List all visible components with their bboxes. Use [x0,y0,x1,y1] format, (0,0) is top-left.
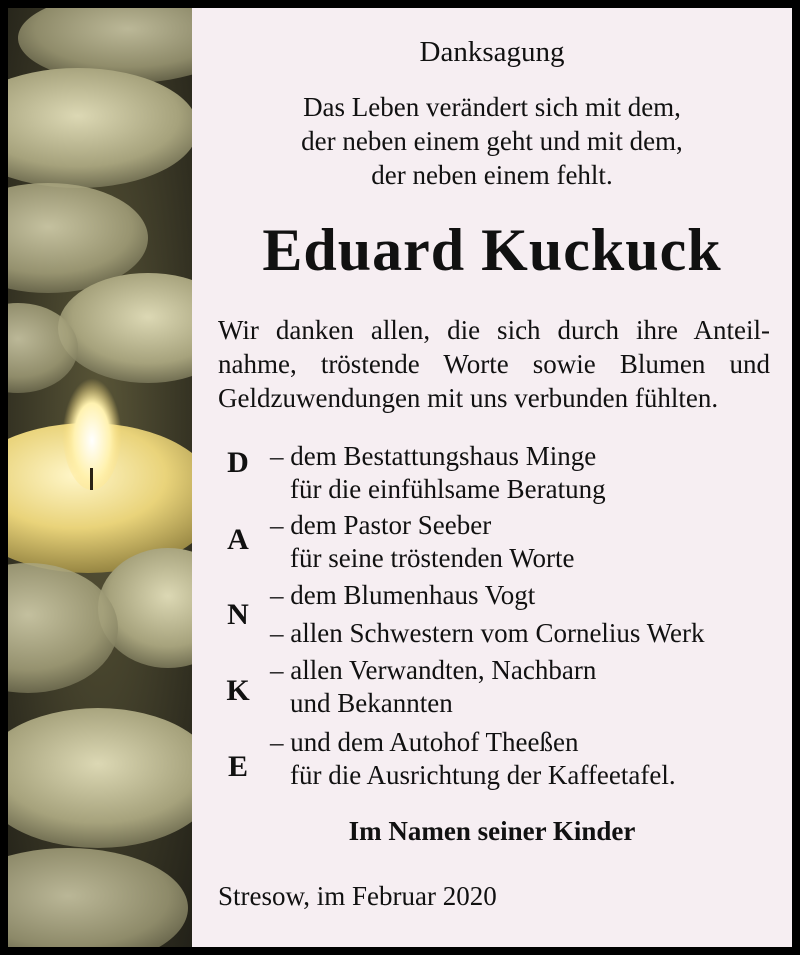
thanks-item-line: – allen Schwestern vom Cornelius Werk [270,618,705,648]
acrostic-letter: K [226,674,250,707]
place-date: Stresow, im Februar 2020 [218,881,497,911]
deceased-name: Eduard Kuckuck [262,217,722,283]
thanks-item-line: – dem Pastor Seeber [270,510,492,540]
motto-line: der neben einem geht und mit dem, [301,126,683,156]
acrostic-letter: N [227,598,249,631]
thanks-item [270,440,606,506]
thanks-item-detail: für seine tröstenden Worte [290,543,575,573]
heading: Danksagung [419,36,565,68]
acrostic-letter: E [227,750,248,783]
thanks-item-detail: für die Ausrichtung der Kaffeetafel. [290,760,676,790]
thanks-line: nahme, tröstende Worte sowie Blumen und [218,349,770,379]
thanks-line: Geldzuwendungen mit uns verbunden fühlten. [218,383,719,413]
signature: Im Namen seiner Kinder [348,816,636,846]
acrostic-letter: D [227,446,249,479]
motto-line: Das Leben verändert sich mit dem, [303,92,681,122]
thanks-item [270,654,596,720]
thanks-paragraph [218,313,770,415]
motto-line: der neben einem fehlt. [371,160,613,190]
motto [192,90,792,192]
text-panel [192,8,792,947]
thanks-item [270,617,705,650]
thanks-item-detail: und Bekannten [290,688,453,718]
thanks-item-detail: für die einfühlsame Beratung [290,474,606,504]
thanks-item-line: – dem Blumenhaus Vogt [270,580,536,610]
thanks-line: Wir danken allen, die sich durch ihre Anteil- [218,315,770,345]
candles-image [8,8,192,947]
thanks-item-line: – allen Verwandten, Nachbarn [270,655,597,685]
thanks-item [270,726,676,792]
thanks-item-line: – und dem Autohof Theeßen [270,727,579,757]
thanks-item-line: – dem Bestattungshaus Minge [270,441,597,471]
thanks-item [270,509,575,575]
candles-photo [8,8,192,947]
acrostic-letter: A [227,523,249,556]
thanks-item [270,579,535,612]
